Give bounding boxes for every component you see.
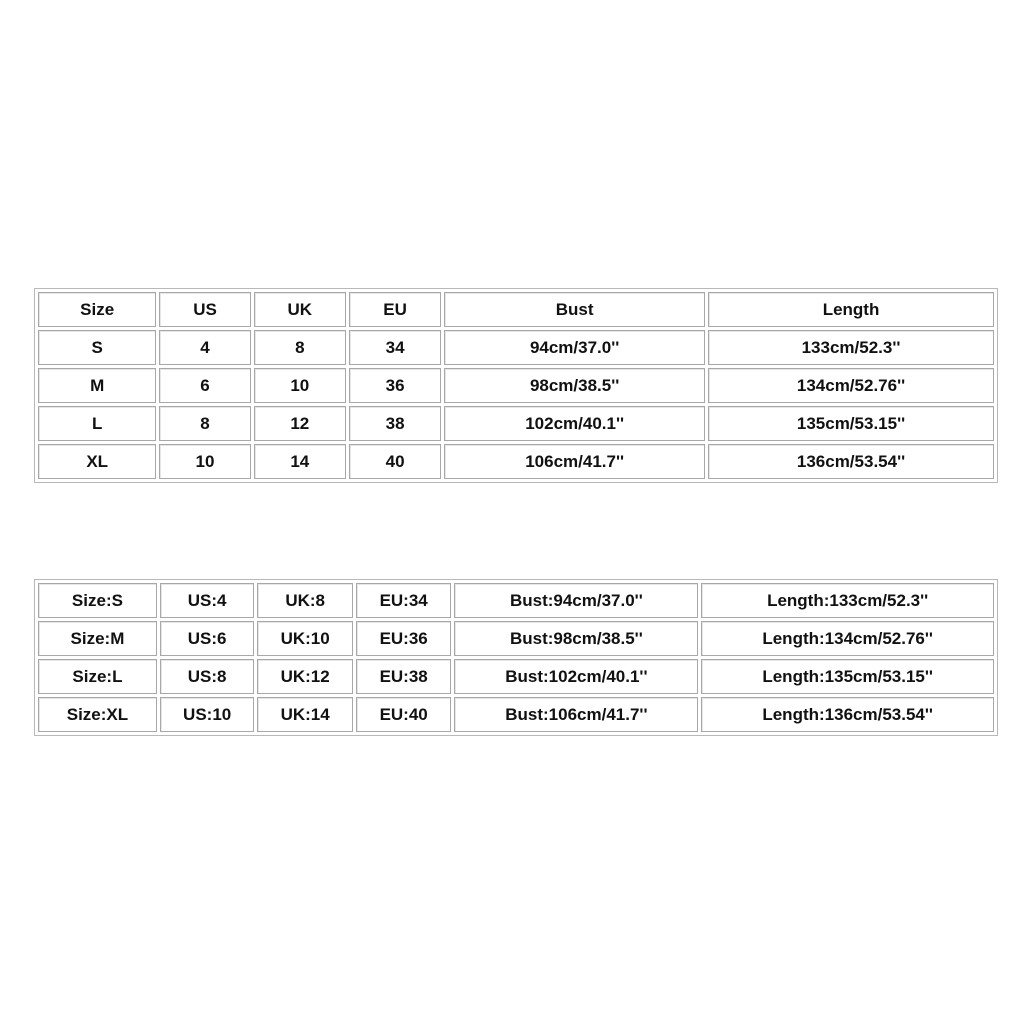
cell-length: Length:134cm/52.76'' [701, 621, 994, 656]
table-row [38, 368, 994, 403]
cell-us: 6 [159, 368, 250, 403]
cell-uk: 14 [254, 444, 346, 479]
cell-size: XL [38, 444, 156, 479]
cell-eu: 40 [349, 444, 441, 479]
cell-bust: 102cm/40.1'' [444, 406, 705, 441]
cell-length: 133cm/52.3'' [708, 330, 994, 365]
header-cell-length: Length [708, 292, 994, 327]
cell-uk: 12 [254, 406, 346, 441]
cell-us: US:8 [160, 659, 255, 694]
cell-size: Size:S [38, 583, 157, 618]
cell-us: US:4 [160, 583, 255, 618]
table-row [38, 444, 994, 479]
cell-size: L [38, 406, 156, 441]
cell-us: 10 [159, 444, 250, 479]
cell-size: S [38, 330, 156, 365]
cell-us: 4 [159, 330, 250, 365]
cell-uk: 10 [254, 368, 346, 403]
cell-uk: UK:14 [257, 697, 353, 732]
cell-bust: Bust:94cm/37.0'' [454, 583, 698, 618]
cell-length: Length:136cm/53.54'' [701, 697, 994, 732]
cell-us: 8 [159, 406, 250, 441]
header-cell-us: US [159, 292, 250, 327]
table-row [38, 697, 994, 732]
cell-bust: 94cm/37.0'' [444, 330, 705, 365]
cell-size: Size:L [38, 659, 157, 694]
cell-bust: 106cm/41.7'' [444, 444, 705, 479]
cell-length: 134cm/52.76'' [708, 368, 994, 403]
cell-uk: UK:10 [257, 621, 353, 656]
cell-uk: UK:8 [257, 583, 353, 618]
cell-length: 135cm/53.15'' [708, 406, 994, 441]
cell-eu: EU:38 [356, 659, 452, 694]
cell-eu: EU:34 [356, 583, 452, 618]
cell-us: US:6 [160, 621, 255, 656]
cell-eu: 34 [349, 330, 441, 365]
cell-uk: 8 [254, 330, 346, 365]
table-row [38, 406, 994, 441]
cell-bust: 98cm/38.5'' [444, 368, 705, 403]
cell-bust: Bust:106cm/41.7'' [454, 697, 698, 732]
cell-size: Size:M [38, 621, 157, 656]
header-cell-eu: EU [349, 292, 441, 327]
table-row [38, 330, 994, 365]
cell-length: Length:135cm/53.15'' [701, 659, 994, 694]
cell-length: Length:133cm/52.3'' [701, 583, 994, 618]
cell-bust: Bust:98cm/38.5'' [454, 621, 698, 656]
table-row [38, 659, 994, 694]
header-cell-size: Size [38, 292, 156, 327]
table-row [38, 621, 994, 656]
cell-eu: 36 [349, 368, 441, 403]
cell-length: 136cm/53.54'' [708, 444, 994, 479]
cell-eu: EU:36 [356, 621, 452, 656]
size-chart-table [34, 288, 998, 483]
size-chart-labeled-table [34, 579, 998, 736]
cell-uk: UK:12 [257, 659, 353, 694]
cell-bust: Bust:102cm/40.1'' [454, 659, 698, 694]
cell-eu: EU:40 [356, 697, 452, 732]
table-header-row [38, 292, 994, 327]
table-row [38, 583, 994, 618]
cell-size: M [38, 368, 156, 403]
cell-size: Size:XL [38, 697, 157, 732]
cell-eu: 38 [349, 406, 441, 441]
cell-us: US:10 [160, 697, 255, 732]
header-cell-uk: UK [254, 292, 346, 327]
header-cell-bust: Bust [444, 292, 705, 327]
